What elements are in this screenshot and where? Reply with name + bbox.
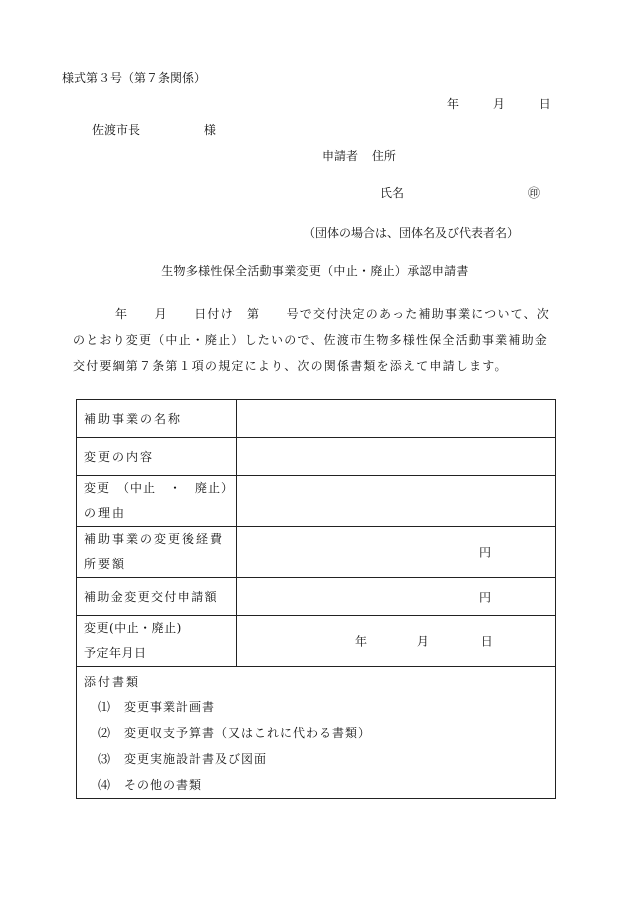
list-item xyxy=(98,720,555,746)
attachments-title: 添付書類 xyxy=(84,675,141,689)
attachment-number: ⑴ xyxy=(98,700,112,714)
applicant-label: 申請者 xyxy=(322,149,359,163)
scheduled-date-label-line2: 予定年月日 xyxy=(84,646,147,660)
revised-cost-label-line1: 補助事業の変更後経費 xyxy=(84,532,225,546)
scheduled-month: 月 xyxy=(416,634,429,649)
project-name-label: 補助事業の名称 xyxy=(77,400,237,438)
attachment-number: ⑷ xyxy=(98,778,112,792)
body-line-3: 交付要綱第７条第１項の規定により、次の関係書類を添えて申請します。 xyxy=(73,359,508,373)
change-reason-label-line1: 変更 （中止 ・ 廃止） xyxy=(84,481,235,495)
scheduled-date-label xyxy=(77,616,237,667)
body-text xyxy=(73,301,578,379)
table-row xyxy=(77,438,556,476)
change-reason-label xyxy=(77,476,237,527)
table-row xyxy=(77,667,556,799)
applicant-address-row xyxy=(322,150,396,162)
attachments-cell xyxy=(77,667,556,799)
name-label: 氏名 xyxy=(380,186,405,200)
revised-cost-label-line2: 所要額 xyxy=(84,557,127,571)
form-number: 様式第３号（第７条関係） xyxy=(62,71,207,85)
scheduled-day: 日 xyxy=(480,634,493,649)
table-row xyxy=(77,527,556,578)
scheduled-date-label-line1: 変更(中止・廃止) xyxy=(84,621,182,635)
date-line xyxy=(447,98,551,110)
change-content-label: 変更の内容 xyxy=(77,438,237,476)
attachment-number: ⑵ xyxy=(98,726,112,740)
address-label: 住所 xyxy=(371,149,396,163)
date-year: 年 xyxy=(447,97,460,111)
table-row xyxy=(77,578,556,616)
attachment-text: 変更事業計画書 xyxy=(124,700,216,714)
list-item xyxy=(98,746,555,772)
attachment-number: ⑶ xyxy=(98,752,112,766)
revised-cost-field[interactable] xyxy=(237,527,556,578)
date-month: 月 xyxy=(492,97,505,111)
change-reason-field[interactable] xyxy=(237,476,556,527)
table-row xyxy=(77,400,556,438)
scheduled-date-parts xyxy=(355,633,493,650)
application-table xyxy=(76,399,556,799)
list-item xyxy=(98,694,555,720)
attachment-text: 変更収支予算書（又はこれに代わる書類） xyxy=(124,726,372,740)
table-row xyxy=(77,476,556,527)
addressee-name: 佐渡市長 xyxy=(92,123,141,137)
change-reason-label-line2: の理由 xyxy=(84,506,127,520)
seal-mark: ㊞ xyxy=(528,186,541,200)
revised-cost-label xyxy=(77,527,237,578)
addressee-honorific: 様 xyxy=(203,123,216,137)
attachments-list xyxy=(98,694,555,798)
body-line-2: のとおり変更（中止・廃止）したいので、佐渡市生物多様性保全活動事業補助金 xyxy=(73,333,548,347)
date-day: 日 xyxy=(538,97,551,111)
body-line-1: 年 月 日付け 第 号で交付決定のあった補助事業について、次 xyxy=(115,307,551,321)
grant-amount-field[interactable] xyxy=(237,578,556,616)
table-row xyxy=(77,616,556,667)
addressee xyxy=(92,124,216,136)
change-content-field[interactable] xyxy=(237,438,556,476)
grant-amount-label: 補助金変更交付申請額 xyxy=(77,578,237,616)
attachment-text: 変更実施設計書及び図面 xyxy=(124,752,268,766)
revised-cost-unit: 円 xyxy=(478,545,491,560)
scheduled-date-field[interactable] xyxy=(237,616,556,667)
grant-amount-unit: 円 xyxy=(478,590,491,604)
attachment-text: その他の書類 xyxy=(124,778,203,792)
document-title: 生物多様性保全活動事業変更（中止・廃止）承認申請書 xyxy=(161,264,469,278)
list-item xyxy=(98,772,555,798)
group-note: （団体の場合は、団体名及び代表者名） xyxy=(303,226,520,240)
scheduled-year: 年 xyxy=(355,634,368,649)
project-name-field[interactable] xyxy=(237,400,556,438)
